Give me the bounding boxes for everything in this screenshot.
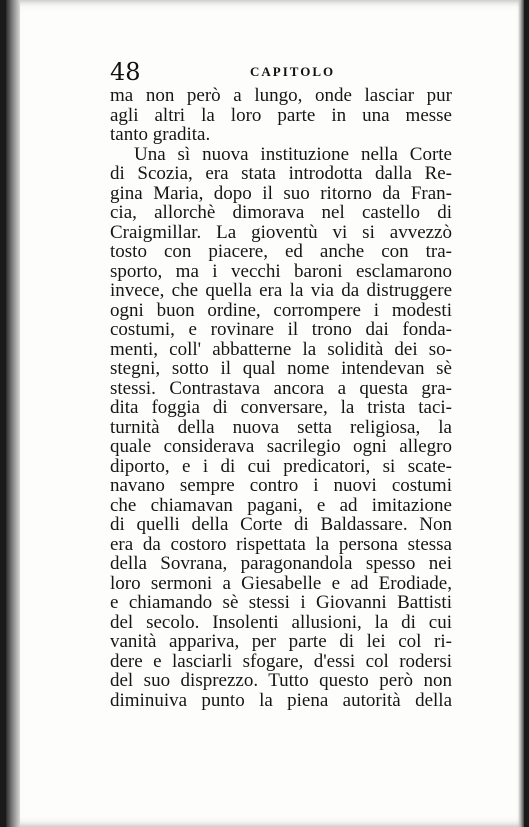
text-line: che chiamavan pagani, e ad imitazione [110,494,452,516]
text-line: dita foggia di conversare, la trista taci- [110,397,452,418]
text-line: stegni, sotto il qual nome intendevan sè [110,358,452,379]
text-line: tanto gradita. [110,124,211,145]
text-line: sporto, ma i vecchi baroni esclamarono [110,260,452,282]
text-line: della Sovrana, paragonandola spesso nei [110,553,452,574]
page-header [110,58,450,86]
text-line: turnità della nuova setta religiosa, la [110,416,452,438]
page-edge-shadow [518,0,524,827]
text-line: invece, che quella era la via da distruggere [110,280,452,301]
book-page [6,0,524,827]
text-line: costumi, e rovinare il trono dai fonda- [110,319,452,340]
text-line: di Scozia, era stata introdotta dalla Re- [110,163,452,184]
text-line: Craigmillar. La gioventù vi si avvezzò [110,221,452,243]
text-line: dere e lasciarli sfogare, d'essi col rodersi [110,650,452,672]
text-line: diporto, e i di cui predicatori, si scate- [110,455,452,477]
text-line: stessi. Contrastava ancora a questa gra- [110,377,452,399]
text-line: ma non però a lungo, onde lasciar pur [110,85,452,106]
text-line: diminuiva punto la piena autorità della [110,689,452,711]
text-line: menti, coll' abbatterne la solidità dei so- [110,338,452,360]
text-line: e chiamando sè stessi i Giovanni Battisti [110,592,452,613]
text-line: del suo disprezzo. Tutto questo però non [110,670,452,691]
text-line: di quelli della Corte di Baldassare. Non [110,514,452,535]
page-number: 48 [110,58,141,86]
text-line: navano sempre contro i nuovi costumi [110,475,452,496]
text-line: ogni buon ordine, corrompere i modesti [110,299,452,321]
running-head: CAPITOLO [250,64,336,79]
book-spine-shadow [6,0,20,827]
text-line: agli altri la loro parte in una messe [110,104,452,126]
text-line: Una sì nuova instituzione nella Corte [134,143,452,165]
text-line: del secolo. Insolenti allusioni, la di cui [110,611,452,633]
text-line: quale considerava sacrilegio ogni allegro [110,436,452,457]
text-line: era da costoro rispettata la persona stessa [110,533,452,555]
text-line: loro sermoni a Giesabelle e ad Erodiade, [110,572,452,594]
body-text [110,86,452,710]
text-line: tosto con piacere, ed anche con tra- [110,241,452,262]
text-line: cia, allorchè dimorava nel castello di [110,202,452,223]
text-line: vanità appariva, per parte di lei col ri- [110,631,452,652]
text-line: gina Maria, dopo il suo ritorno da Fran- [110,182,452,204]
